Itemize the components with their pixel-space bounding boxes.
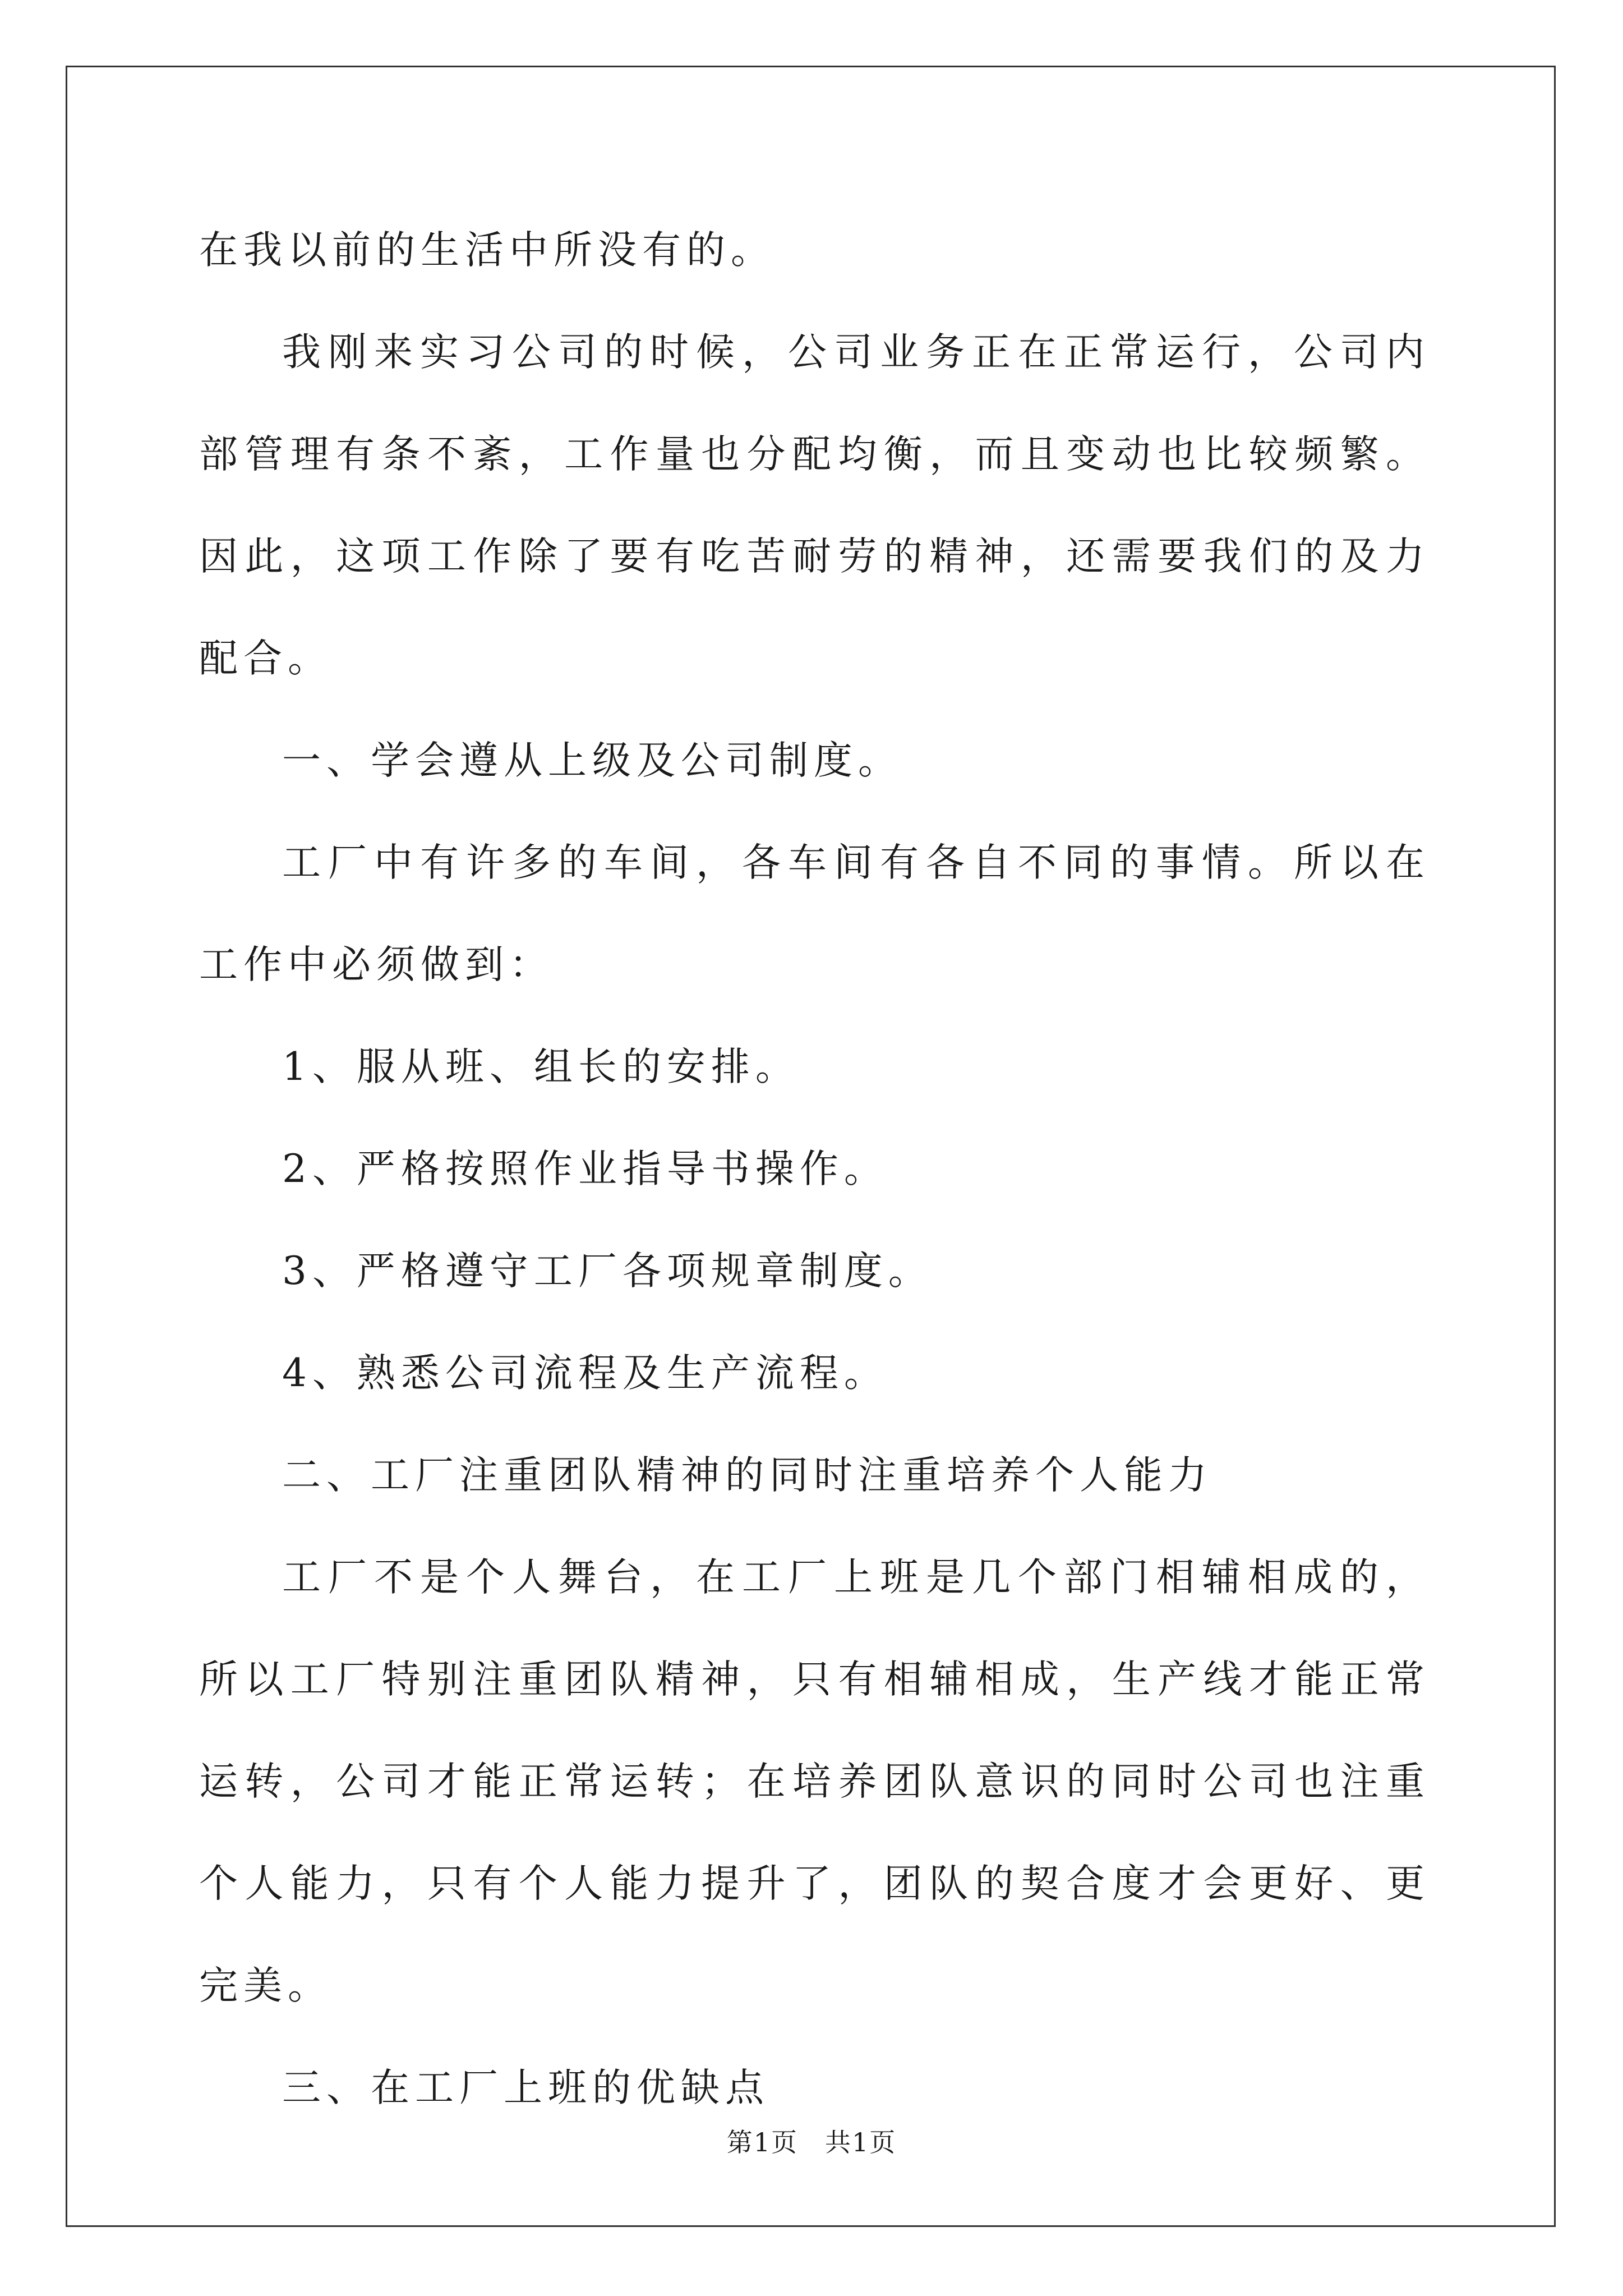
paragraph: 我刚来实习公司的时候，公司业务正在正常运行，公司内部管理有条不紊，工作量也分配均衡，而且变动也比较频繁。因此，这项工作除了要有吃苦耐劳的精神，还需要我们的及力配合。 — [199, 330, 1430, 681]
list-item: 4、熟悉公司流程及生产流程。 — [282, 1351, 888, 1396]
section-heading: 二、工厂注重团队精神的同时注重培养个人能力 — [282, 1453, 1212, 1498]
list-item: 1、服从班、组长的安排。 — [282, 1045, 800, 1089]
section-heading: 三、在工厂上班的优缺点 — [282, 2065, 769, 2110]
list-item: 2、严格按照作业指导书操作。 — [282, 1147, 888, 1191]
section-heading: 一、学会遵从上级及公司制度。 — [282, 738, 902, 783]
document-body — [199, 199, 1430, 2139]
paragraph: 工厂中有许多的车间，各车间有各自不同的事情。所以在工作中必须做到： — [199, 840, 1430, 987]
list-item: 3、严格遵守工厂各项规章制度。 — [282, 1249, 933, 1294]
paragraph: 在我以前的生活中所没有的。 — [199, 228, 775, 273]
page-number-footer: 第1页 共1页 — [726, 2127, 897, 2157]
paragraph: 工厂不是个人舞台，在工厂上班是几个部门相辅相成的，所以工厂特别注重团队精神，只有相辅相成，生产线才能正常运转，公司才能正常运转；在培养团队意识的同时公司也注重个人能力，只有个人能力提升了，团队的契合度才会更好、更完美。 — [199, 1555, 1430, 2008]
